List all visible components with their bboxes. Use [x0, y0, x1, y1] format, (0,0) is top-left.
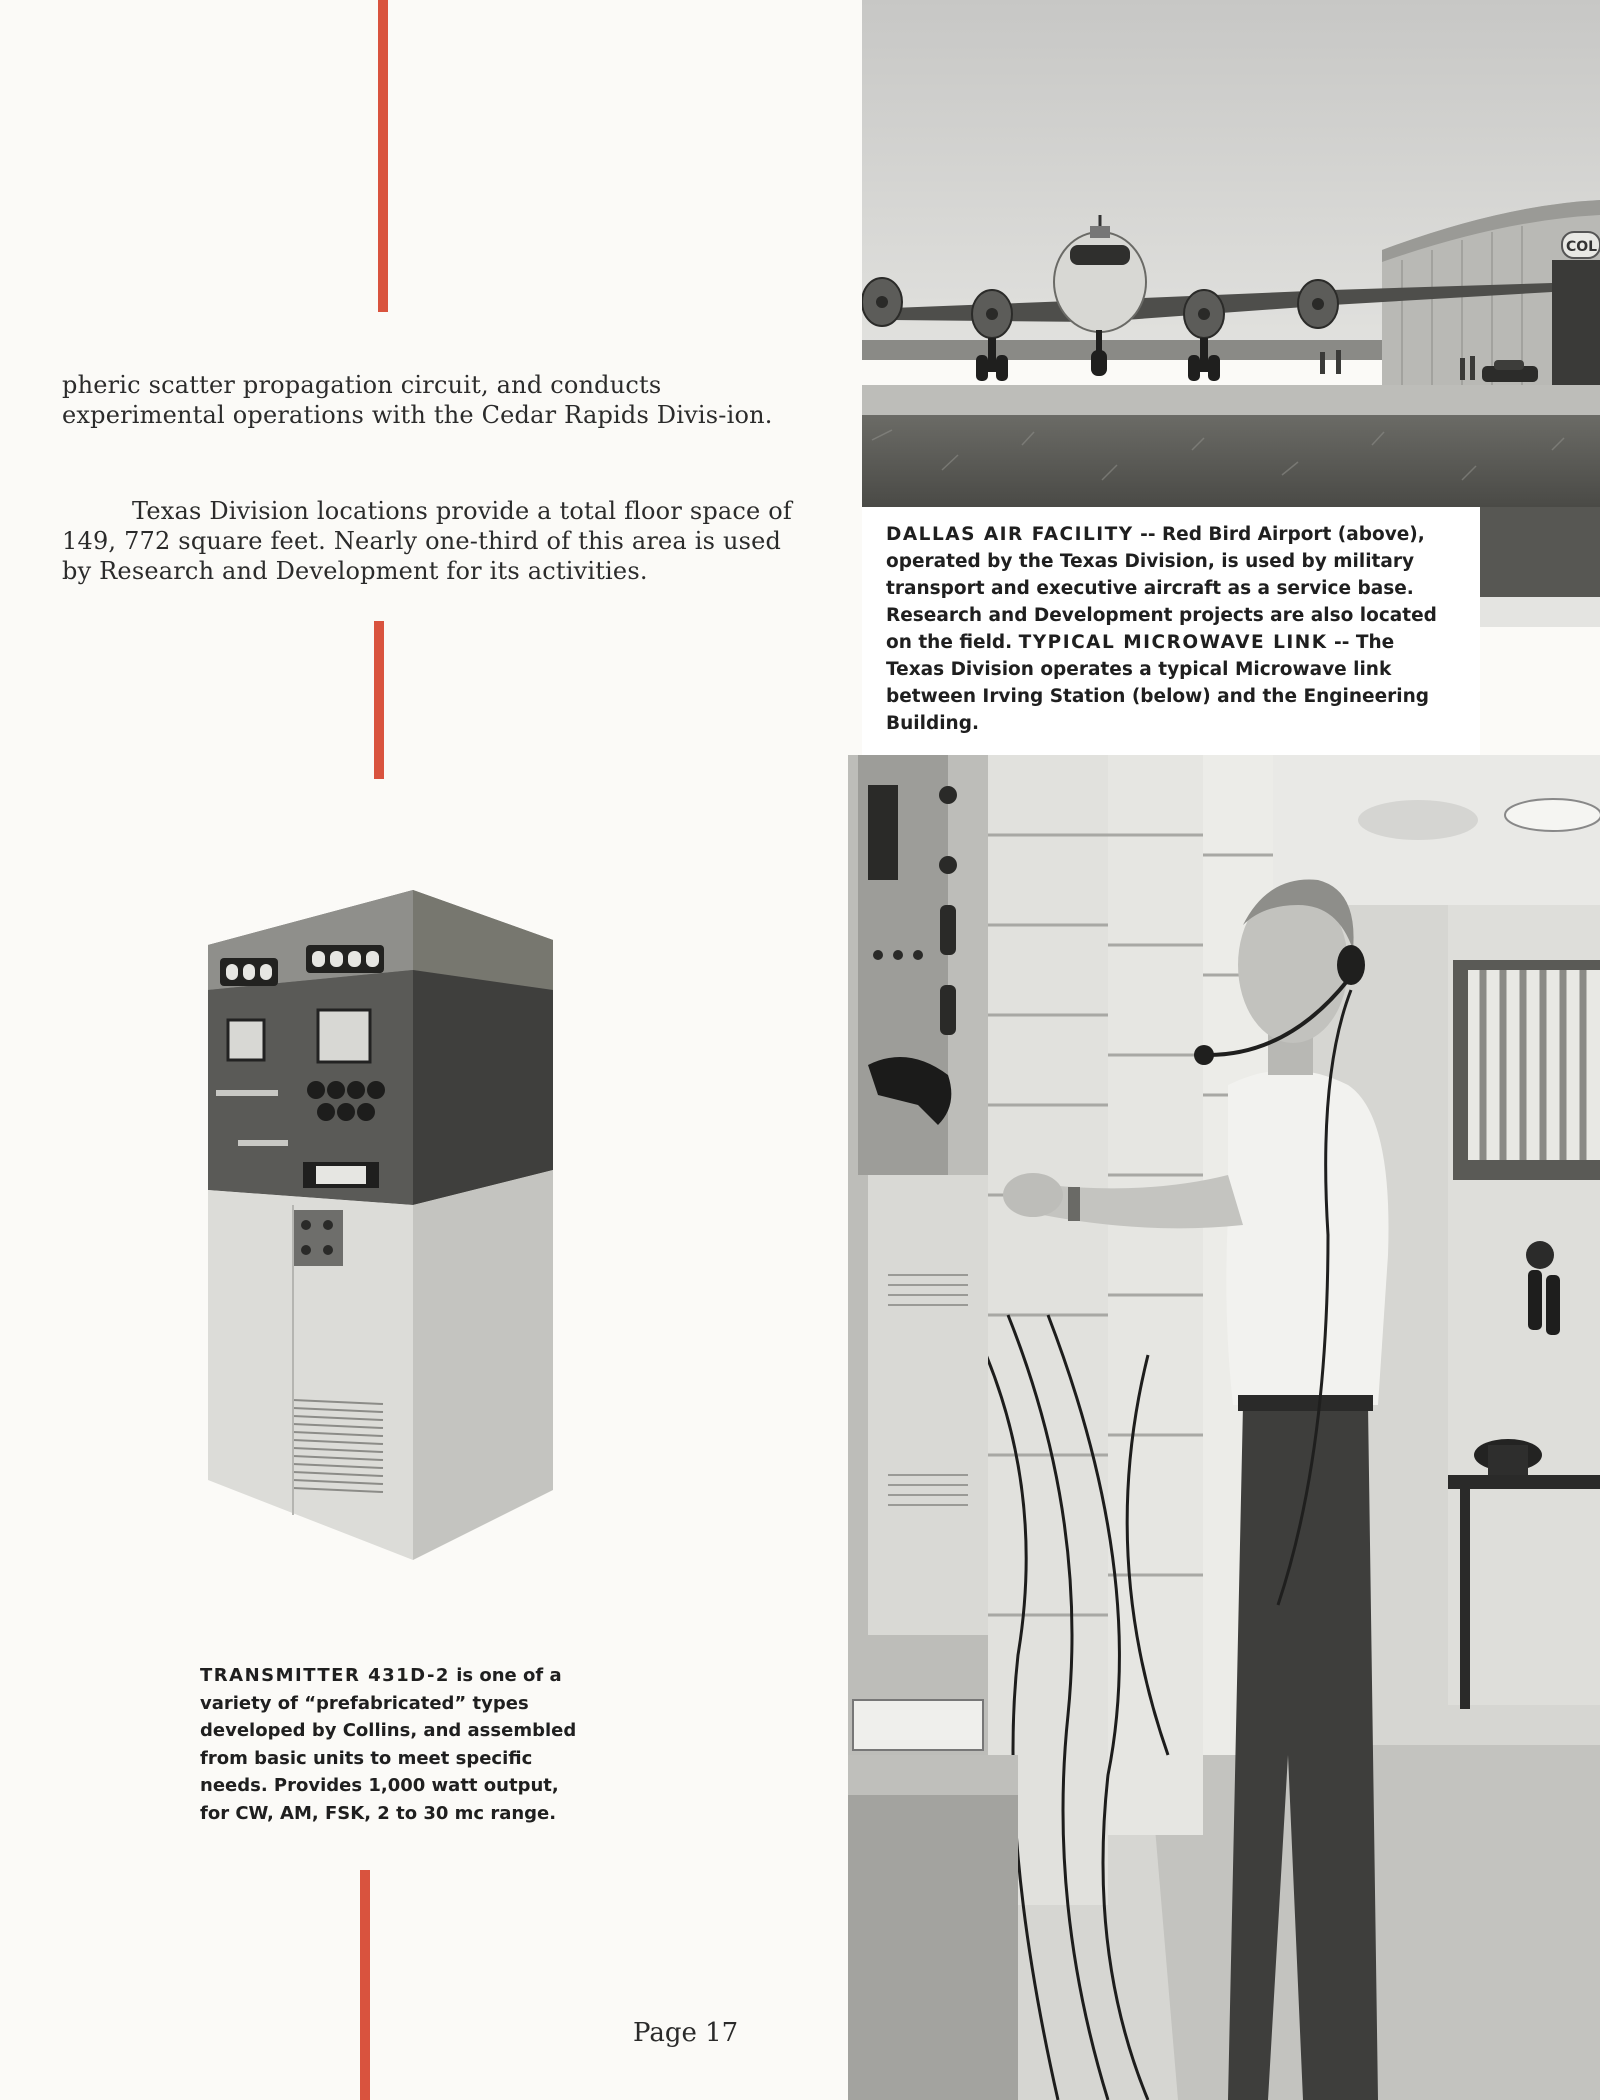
airport-photo-right-strip	[1480, 507, 1600, 627]
transmitter-photo	[198, 890, 558, 1560]
caption-airport-text-1: -- Red Bird Airport (above), operated by the Texas Division, is used by military transport and executive aircraft as a service base. Research and Development projects are also located on the field.	[886, 524, 1437, 653]
caption-airport-lead-2: TYPICAL MICROWAVE LINK	[1018, 632, 1328, 653]
microwave-station-photo	[848, 755, 1600, 2100]
body-paragraph-2: Texas Division locations provide a total floor space of 149, 772 square feet. Nearly one-third of this area is used by Research and Development for its activities.	[62, 497, 793, 585]
transmitter-caption	[200, 1662, 580, 1827]
caption-transmitter-text: is one of a variety of “prefabricated” types developed by Collins, and assembled from basic units to meet specific needs. Provides 1,000 watt output, for CW, AM, FSK, 2 to 30 mc range.	[200, 1665, 577, 1824]
body-paragraph-1: pheric scatter propagation circuit, and conducts experimental operations with the Cedar Rapids Divis-ion.	[62, 371, 773, 429]
red-divider-bar-middle	[374, 621, 384, 779]
caption-airport-lead-1: DALLAS AIR FACILITY	[886, 524, 1134, 545]
page-number: Page 17	[633, 2018, 739, 2048]
caption-transmitter-lead: TRANSMITTER 431D-2	[200, 1665, 450, 1686]
airport-caption	[862, 507, 1480, 755]
red-divider-bar-bottom	[360, 1870, 370, 2100]
hangar-sign-text: COL	[1566, 239, 1598, 255]
red-divider-bar-top	[378, 0, 388, 312]
airport-photo	[862, 0, 1600, 507]
caption-airport-text-2: -- The Texas Division operates a typical Microwave link between Irving Station (below) and the Engineering Building.	[886, 632, 1430, 734]
